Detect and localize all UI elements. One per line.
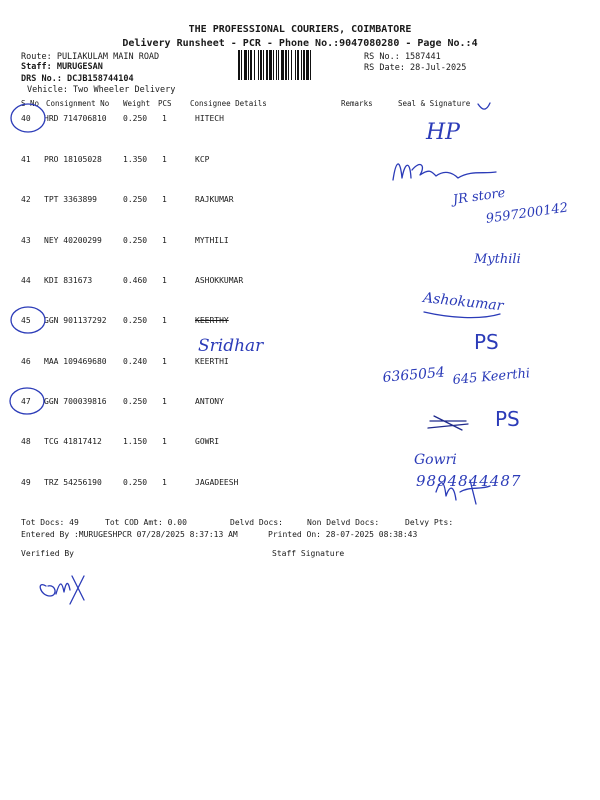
row-weight: 0.250 xyxy=(123,478,148,487)
handwritten-ps-row47: PS xyxy=(495,407,520,431)
barcode-bar xyxy=(241,50,242,80)
row-sno: 43 xyxy=(21,236,31,245)
col-consignee: Consignee Details xyxy=(190,99,267,108)
barcode-bar xyxy=(238,50,240,80)
handwritten-phone-row46: 6365054 xyxy=(382,364,446,386)
total-docs: Tot Docs: 49 xyxy=(21,518,79,527)
row-weight: 0.250 xyxy=(123,195,148,204)
runsheet-subtitle: Delivery Runsheet - PCR - Phone No.:9047080280 - Page No.:4 xyxy=(122,38,478,49)
row-weight: 0.250 xyxy=(123,316,148,325)
row-consignee: RAJKUMAR xyxy=(195,195,234,204)
handwritten-store-row42: JR store xyxy=(452,185,507,208)
row-consignee: HITECH xyxy=(195,114,224,123)
row-consignment: PRO 18105028 xyxy=(44,155,102,164)
row-weight: 0.460 xyxy=(123,276,148,285)
barcode-bar xyxy=(297,50,299,80)
row-pcs: 1 xyxy=(162,195,167,204)
col-seal-signature: Seal & Signature xyxy=(398,99,471,108)
rs-date: RS Date: 28-Jul-2025 xyxy=(364,63,467,73)
row-consignment: TPT 3363899 xyxy=(44,195,97,204)
barcode-bar xyxy=(250,50,252,80)
barcode-bar xyxy=(306,50,309,80)
row-consignee: MYTHILI xyxy=(195,236,229,245)
row-pcs: 1 xyxy=(162,437,167,446)
row-consignee: KCP xyxy=(195,155,210,164)
row-sno: 42 xyxy=(21,195,31,204)
row-consignee: KEERTHI xyxy=(195,357,229,366)
handwritten-phone-row48: 9894844487 xyxy=(416,472,522,490)
row-consignment: KDI 831673 xyxy=(44,276,93,285)
row-pcs: 1 xyxy=(162,478,167,487)
barcode-bar xyxy=(269,50,272,80)
barcode-bar xyxy=(301,50,302,80)
row-weight: 0.250 xyxy=(123,397,148,406)
barcode-image xyxy=(236,50,358,80)
row-sno: 47 xyxy=(21,397,31,406)
handwritten-name-row44: Ashokumar xyxy=(422,290,505,315)
barcode-bar xyxy=(266,50,268,80)
tick-mark-row40 xyxy=(478,103,490,109)
barcode-bar xyxy=(295,50,296,80)
row-consignment: MAA 109469680 xyxy=(44,357,107,366)
row-consignment: TCG 41817412 xyxy=(44,437,102,446)
route-label: Route: PULIAKULAM MAIN ROAD xyxy=(21,52,160,62)
barcode-bar xyxy=(281,50,284,80)
row-pcs: 1 xyxy=(162,357,167,366)
handwritten-name-row48: Gowri xyxy=(414,452,457,468)
row-sno: 41 xyxy=(21,155,31,164)
staff-label: Staff: MURUGESAN xyxy=(21,62,103,72)
row-pcs: 1 xyxy=(162,236,167,245)
row-pcs: 1 xyxy=(162,276,167,285)
barcode-bar xyxy=(291,50,292,80)
col-weight: Weight xyxy=(123,99,151,108)
col-consignment: Consignment No xyxy=(46,99,110,108)
barcode-bar xyxy=(278,50,279,80)
barcode-bar xyxy=(263,50,264,80)
handwritten-signature-row40: HP xyxy=(426,120,460,145)
handwritten-phone-row42: 9597200142 xyxy=(485,200,570,227)
table-row xyxy=(0,276,600,296)
drs-number: DRS No.: DCJB158744104 xyxy=(21,74,134,84)
handwritten-name-row45: Sridhar xyxy=(198,336,264,356)
handwritten-name-row46: 645 Keerthi xyxy=(452,366,531,388)
delivery-points: Delvy Pts: xyxy=(405,518,454,527)
row-weight: 1.150 xyxy=(123,437,148,446)
vehicle-label: Vehicle: Two Wheeler Delivery xyxy=(27,85,176,95)
row-weight: 0.250 xyxy=(123,236,148,245)
struck-mark-row47 xyxy=(428,416,468,430)
handwritten-name-row43: Mythili xyxy=(474,252,521,267)
table-row xyxy=(0,437,600,457)
rs-number: RS No.: 1587441 xyxy=(364,52,441,62)
row-weight: 1.350 xyxy=(123,155,148,164)
row-sno: 44 xyxy=(21,276,31,285)
barcode-bar xyxy=(273,50,274,80)
table-row xyxy=(0,316,600,336)
row-consignment: HRD 714706810 xyxy=(44,114,107,123)
barcode-bar xyxy=(244,50,247,80)
row-sno: 40 xyxy=(21,114,31,123)
col-sno: S No xyxy=(21,99,40,108)
barcode-bar xyxy=(285,50,287,80)
row-consignee-struck: KEERTHY xyxy=(195,316,229,325)
staff-signature-label: Staff Signature xyxy=(272,549,345,558)
row-pcs: 1 xyxy=(162,316,167,325)
barcode-bar xyxy=(276,50,277,80)
row-consignment: GGN 700039816 xyxy=(44,397,107,406)
barcode-bar xyxy=(254,50,255,80)
handwritten-ps-row46: PS xyxy=(474,330,499,354)
col-remarks: Remarks xyxy=(341,99,373,108)
barcode-bar xyxy=(248,50,249,80)
row-sno: 45 xyxy=(21,316,31,325)
row-sno: 49 xyxy=(21,478,31,487)
row-pcs: 1 xyxy=(162,114,167,123)
row-weight: 0.240 xyxy=(123,357,148,366)
total-cod: Tot COD Amt: 0.00 xyxy=(105,518,187,527)
non-delivered-docs: Non Delvd Docs: xyxy=(307,518,380,527)
row-pcs: 1 xyxy=(162,155,167,164)
row-weight: 0.250 xyxy=(123,114,148,123)
row-consignee: ASHOKKUMAR xyxy=(195,276,244,285)
row-consignee: JAGADEESH xyxy=(195,478,239,487)
verified-by-label: Verified By xyxy=(21,549,74,558)
barcode-bar xyxy=(260,50,262,80)
barcode-bar xyxy=(258,50,259,80)
barcode-bar xyxy=(288,50,289,80)
entered-by: Entered By :MURUGESHPCR 07/28/2025 8:37:13 AM xyxy=(21,530,238,539)
row-pcs: 1 xyxy=(162,397,167,406)
barcode-bar xyxy=(303,50,305,80)
barcode-bar xyxy=(310,50,311,80)
signature-verified-by xyxy=(40,576,84,604)
col-pcs: PCS xyxy=(158,99,172,108)
row-sno: 48 xyxy=(21,437,31,446)
row-consignee: GOWRI xyxy=(195,437,220,446)
row-consignment: GGN 901137292 xyxy=(44,316,107,325)
printed-on: Printed On: 28-07-2025 08:38:43 xyxy=(268,530,418,539)
row-consignment: TRZ 54256190 xyxy=(44,478,102,487)
row-consignment: NEY 40200299 xyxy=(44,236,102,245)
table-row xyxy=(0,114,600,134)
delivered-docs: Delvd Docs: xyxy=(230,518,283,527)
row-consignee: ANTONY xyxy=(195,397,224,406)
row-sno: 46 xyxy=(21,357,31,366)
company-title: THE PROFESSIONAL COURIERS, COIMBATORE xyxy=(188,24,412,35)
table-row xyxy=(0,155,600,175)
